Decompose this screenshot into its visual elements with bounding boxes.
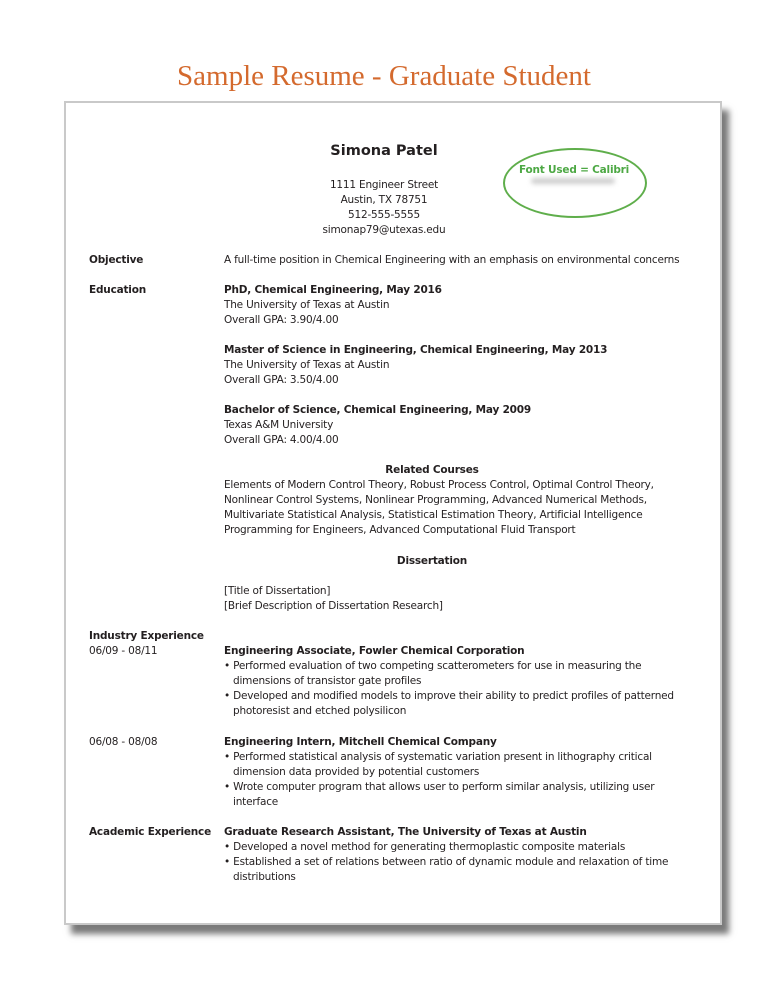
- courses-line: Elements of Modern Control Theory, Robust Process Control, Optimal Control Theory,: [224, 479, 654, 491]
- job-title: Engineering Intern, Mitchell Chemical Company: [224, 736, 497, 748]
- degree-title: Bachelor of Science, Chemical Engineering, May 2009: [224, 404, 531, 416]
- degree-title: Master of Science in Engineering, Chemical Engineering, May 2013: [224, 344, 608, 356]
- dissertation-description: [Brief Description of Dissertation Research]: [224, 600, 443, 612]
- objective-text: A full-time position in Chemical Engineering with an emphasis on environmental concerns: [224, 254, 680, 266]
- dissertation-details: [224, 584, 443, 614]
- academic-bullet: • Developed a novel method for generating thermoplastic composite materials: [224, 841, 626, 853]
- dissertation-heading: Dissertation: [396, 555, 468, 567]
- job-bullet: • Wrote computer program that allows user to perform similar analysis, utilizing user: [224, 781, 655, 793]
- page-title: Sample Resume - Graduate Student: [177, 60, 591, 92]
- email-address: simonap79@utexas.edu: [322, 224, 446, 236]
- font-note-shadow: [531, 178, 615, 184]
- degree-school: The University of Texas at Austin: [224, 299, 390, 311]
- related-courses-list: [224, 478, 654, 538]
- font-note: Font Used = Calibri: [518, 164, 630, 176]
- industry-experience-label: Industry Experience: [89, 630, 204, 642]
- job-bullet: • Performed statistical analysis of systematic variation present in lithography critical: [224, 751, 652, 763]
- degree-school: Texas A&M University: [224, 419, 334, 431]
- job-dates: 06/08 - 08/08: [89, 736, 158, 748]
- degree-gpa: Overall GPA: 3.50/4.00: [224, 374, 339, 386]
- academic-block: [224, 825, 668, 885]
- academic-experience-label: Academic Experience: [89, 826, 211, 838]
- candidate-name: Simona Patel: [330, 143, 438, 159]
- city-state-zip: Austin, TX 78751: [340, 194, 428, 206]
- job-block-mitchell: [224, 735, 654, 810]
- courses-line: Nonlinear Control Systems, Nonlinear Programming, Advanced Numerical Methods,: [224, 494, 647, 506]
- dissertation-title: [Title of Dissertation]: [224, 585, 331, 597]
- job-bullet-continuation: dimension data provided by potential customers: [233, 766, 480, 778]
- related-courses-heading: Related Courses: [385, 464, 479, 476]
- education-label: Education: [89, 284, 146, 296]
- academic-title: Graduate Research Assistant, The University of Texas at Austin: [224, 826, 587, 838]
- degree-school: The University of Texas at Austin: [224, 359, 390, 371]
- job-bullet-continuation: photoresist and etched polysilicon: [233, 705, 407, 717]
- degree-gpa: Overall GPA: 4.00/4.00: [224, 434, 339, 446]
- job-bullet: • Performed evaluation of two competing scatterometers for use in measuring the: [224, 660, 642, 672]
- courses-line: Programming for Engineers, Advanced Computational Fluid Transport: [224, 524, 576, 536]
- job-bullet-continuation: interface: [233, 796, 279, 808]
- degree-title: PhD, Chemical Engineering, May 2016: [224, 284, 442, 296]
- job-bullet: • Developed and modified models to improve their ability to predict profiles of patterned: [224, 690, 674, 702]
- degree-gpa: Overall GPA: 3.90/4.00: [224, 314, 339, 326]
- job-dates: 06/09 - 08/11: [89, 645, 158, 657]
- phone-number: 512-555-5555: [348, 209, 420, 221]
- courses-line: Multivariate Statistical Analysis, Statistical Estimation Theory, Artificial Intelligence: [224, 509, 643, 521]
- job-block-fowler: [224, 644, 674, 719]
- street-address: 1111 Engineer Street: [329, 179, 439, 191]
- objective-label: Objective: [89, 254, 144, 266]
- academic-bullet: • Established a set of relations between ratio of dynamic module and relaxation of time: [224, 856, 669, 868]
- degree-block-bs: [224, 403, 531, 448]
- degree-block-ms: [224, 343, 607, 388]
- academic-bullet-continuation: distributions: [233, 871, 296, 883]
- degree-block-phd: [224, 283, 442, 328]
- job-bullet-continuation: dimensions of transistor gate profiles: [233, 675, 422, 687]
- job-title: Engineering Associate, Fowler Chemical Corporation: [224, 645, 525, 657]
